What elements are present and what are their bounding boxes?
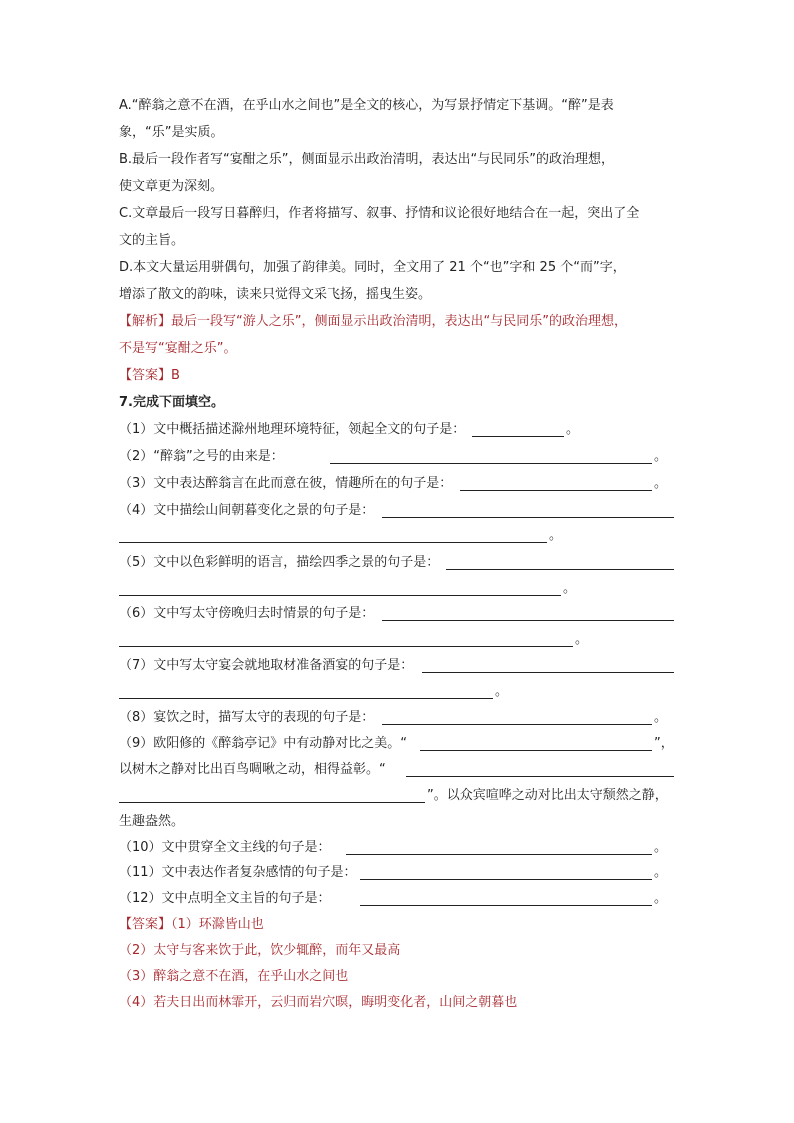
q7-item-9-line2: 以树木之静对比出百鸟啁啾之动，相得益彰。“ <box>119 762 386 777</box>
blank-11[interactable] <box>360 879 652 880</box>
q7-item-7: （7）文中写太守宴会就地取材准备酒宴的句子是： <box>119 658 414 673</box>
answer-item-3: （3）醉翁之意不在酒，在乎山水之间也 <box>119 969 349 984</box>
answer-item-2: （2）太守与客来饮于此，饮少辄醉，而年又最高 <box>119 943 401 958</box>
option-a-line1: A.“醉翁之意不在酒，在乎山水之间也”是全文的核心，为写景抒情定下基调。“醉”是表 <box>119 98 614 113</box>
period: 。 <box>654 865 668 880</box>
period: 。 <box>575 632 589 647</box>
period: 。 <box>654 449 668 464</box>
q7-item-8: （8）宴饮之时，描写太守的表现的句子是： <box>119 710 375 725</box>
q7-item-10: （10）文中贯穿全文主线的句子是： <box>119 840 331 855</box>
answer-label: 【答案】 <box>119 917 172 932</box>
answer-item-1: （1）环滁皆山也 <box>171 917 264 932</box>
period: 。 <box>654 476 668 491</box>
q7-item-6: （6）文中写太守傍晚归去时情景的句子是： <box>119 606 375 621</box>
blank-12[interactable] <box>360 905 652 906</box>
blank-8[interactable] <box>382 724 652 725</box>
option-d-line1: D.本文大量运用骈偶句，加强了韵律美。同时，全文用了 21 个“也”字和 25 个“而”字， <box>119 260 626 275</box>
period: 。 <box>566 422 580 437</box>
q7-item-9: （9）欧阳修的《醉翁亭记》中有动静对比之美。“ <box>119 736 408 751</box>
blank-6b[interactable] <box>119 646 573 647</box>
option-c-line1: C.文章最后一段写日暮醉归，作者将描写、叙事、抒情和议论很好地结合在一起，突出了全 <box>119 206 640 221</box>
question-7-title: 7.完成下面填空。 <box>119 395 224 410</box>
analysis-line2: 不是写“宴酣之乐”。 <box>119 341 237 356</box>
blank-7a[interactable] <box>422 672 674 673</box>
period: 。 <box>563 581 577 596</box>
option-c-line2: 文的主旨。 <box>119 233 185 248</box>
q9-mid-punct: ”， <box>654 736 674 751</box>
q7-item-4: （4）文中描绘山间朝暮变化之景的句子是： <box>119 503 375 518</box>
q7-item-9-line4: 生趣盎然。 <box>119 814 185 829</box>
blank-1[interactable] <box>472 436 564 437</box>
option-d-line2: 增添了散文的韵味，读来只觉得文采飞扬，摇曳生姿。 <box>119 287 432 302</box>
option-a-line2: 象，“乐”是实质。 <box>119 125 224 140</box>
q7-item-5: （5）文中以色彩鲜明的语言，描绘四季之景的句子是： <box>119 555 440 570</box>
blank-4a[interactable] <box>382 517 674 518</box>
answer-7-line1 <box>119 916 264 934</box>
blank-5b[interactable] <box>119 595 561 596</box>
q7-item-1: （1）文中概括描述滁州地理环境特征，领起全文的句子是： <box>119 422 466 437</box>
period: 。 <box>654 840 668 855</box>
blank-9a[interactable] <box>420 750 652 751</box>
blank-3[interactable] <box>460 490 652 491</box>
q7-item-2: （2）“醉翁”之号的由来是： <box>119 449 284 464</box>
blank-10[interactable] <box>346 854 652 855</box>
answer-item-4: （4）若夫日出而林霏开，云归而岩穴暝，晦明变化者，山间之朝暮也 <box>119 995 518 1010</box>
blank-4b[interactable] <box>119 542 547 543</box>
answer-6: 【答案】B <box>119 368 180 383</box>
blank-2[interactable] <box>330 463 652 464</box>
option-b-line1: B.最后一段作者写“宴酣之乐”，侧面显示出政治清明，表达出“与民同乐”的政治理想， <box>119 152 614 167</box>
blank-5a[interactable] <box>446 569 674 570</box>
blank-7b[interactable] <box>119 698 493 699</box>
analysis-line1: 【解析】最后一段写“游人之乐”，侧面显示出政治清明，表达出“与民同乐”的政治理想， <box>119 314 627 329</box>
blank-9b[interactable] <box>406 776 674 777</box>
q7-item-11: （11）文中表达作者复杂感情的句子是： <box>119 865 357 880</box>
period: 。 <box>654 710 668 725</box>
blank-6a[interactable] <box>382 620 674 621</box>
period: 。 <box>549 528 563 543</box>
q9-tail: ”。以众宾喧哗之动对比出太守颓然之静， <box>427 788 668 803</box>
q7-item-3: （3）文中表达醉翁言在此而意在彼，情趣所在的句子是： <box>119 476 453 491</box>
q7-item-12: （12）文中点明全文主旨的句子是： <box>119 891 331 906</box>
period: 。 <box>495 684 509 699</box>
blank-9c[interactable] <box>119 802 425 803</box>
option-b-line2: 使文章更为深刻。 <box>119 179 224 194</box>
period: 。 <box>654 891 668 906</box>
